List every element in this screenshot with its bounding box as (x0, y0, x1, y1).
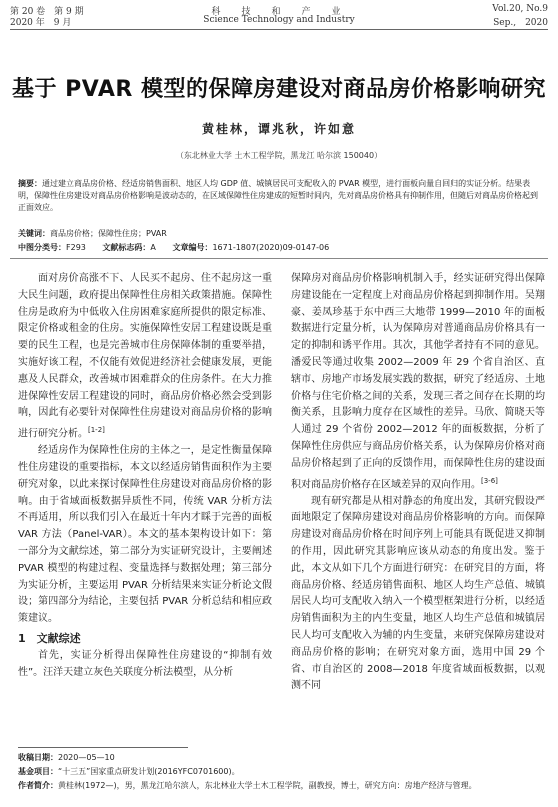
citation: [1-2] (88, 426, 105, 435)
body-paragraph: 经适房作为保障性住房的主体之一，是定性衡量保障性住房建设的重要指标，本文以经适房销售面积作为主要研究对象，以此来探讨保障性住房建设对商品房价格的影响。由于省域面板数据异质性不同，传统 VAR 分析方法不再适用，所以我们引入在最近十年内才睬于完善的面板 VAR 方法（Panel-VAR）。本文的基本架构设计如下：第一部分为文献综述，第二部分为实证研究设计，主要阐述 PVAR 模型的构建过程、变量选择与数据处理；第三部分为实证分析，主要运用 PVAR 分析结果来实证分析论文假设；第四部分为结论，主要包括 PVAR 分析总结和相应政策建议。 (18, 445, 272, 625)
abstract-label: 摘要： (18, 179, 42, 188)
body-paragraph: 首先，实证分析得出保障性住房建设的“抑制有效性”。汪洋天建立灰色关联度分析法模型，从分析 (18, 650, 272, 678)
article-no-value: 1671-1807(2020)09-0147-06 (212, 243, 330, 252)
fund-info: 基金项目：“十三五”国家重点研发计划(2016YFC0701600)。 (18, 767, 240, 776)
journal-name-en: Science Technology and Industry (203, 15, 355, 25)
keywords-label: 关键词： (18, 229, 50, 238)
doc-code-label: 文献标志码： (102, 243, 151, 252)
author-bio: 作者简介：黄桂林(1972—)，男，黑龙江哈尔滨人，东北林业大学土木工程学院，副教授，博士，研究方向：房地产经济与管理。 (18, 781, 477, 790)
journal-name-cn: 科 技 和 产 业 (211, 7, 347, 17)
right-column (291, 271, 545, 741)
abstract (18, 178, 540, 214)
abstract-text: 通过建立商品房价格、经适房销售面积、地区人均 GDP 值、城镇居民可支配收入的 PVAR 模型，进行面板向量自回归的实证分析。结果表明，保障性住房建设对商品房价格影响是波动态的，在区域保障性住房建成的短暂时间内，先对商品房价格具有抑制作用，但随后对商品房价格起到正面效应。 (18, 179, 538, 212)
authors: 黄桂林，谭兆秋，许如意 (201, 122, 356, 136)
body-paragraph: 面对房价高涨不下、人民买不起房、住不起房这一重大民生问题，政府提出保障性住房相关政策措施。保障性住房是政府为中低收入住房困难家庭所提供的限定标准、限定价格或租金的住房。实施保障性安居工程建设既是重要的民生工程，也是完善城市住房保障体制的重要举措，实施好该工程，不仅能有效促进经济社会健康发展，更能惠及人民群众，改善城市困难群众的住房条件。在大力推进保障性安居工程建设的同时，商品房价格必然会受到影响，因此有必要针对保障性住房建设对商品房价格的影响进行研究分析。[1-2] (18, 273, 272, 440)
section-heading: 1 文献综述 (18, 632, 81, 646)
classification-meta (18, 242, 540, 253)
article-title: 基于 PVAR 模型的保障房建设对商品房价格影响研究 (12, 77, 546, 102)
received-date: 收稿日期：2020—05—10 (18, 753, 115, 762)
affiliation: （东北林业大学 土木工程学院，黑龙江 哈尔滨 150040） (175, 151, 383, 160)
left-column (18, 271, 272, 741)
clc-value: F293 (66, 243, 86, 252)
clc-label: 中图分类号： (18, 243, 66, 252)
body-paragraph: 保障房对商品房价格影响机制入手，经实证研究得出保障房建设能在一定程度上对商品房价格起到抑制作用。吴翔豪、姜凤珍基于东中西三大地带 1999—2010 年的面板数据进行定量分析，认为保障房对普通商品房价格具有一定的抑制和诱平作用。其次，其他学者持有不同的意见。潘爱民等通过收集 2002—2009 年 29 个省自治区、直辖市、房地产市场发展实践的数据，研究了经适房、土地价格与住宅价格之间的关系，发现三者之间存在长期的均衡关系，且影响力度存在区域性的差异。马欣、简晓天等人通过 29 个省份 2002—2012 年的面板数据，分析了保障性住房供应与商品房价格关系，认为保障房价格对商品房价格起到了正向的反馈作用，而保障性住房的建设面积对商品房价格存在区域差异的双向作用。[3-6] (291, 273, 545, 490)
doc-code-value: A (150, 243, 156, 252)
running-header (10, 4, 548, 26)
citation: [3-6] (481, 476, 498, 485)
article-no-label: 文章编号： (172, 243, 213, 252)
keywords-text: 商品房价格；保障性住房；PVAR (50, 229, 167, 238)
date-cn: 2020 年 9 月 (10, 18, 72, 28)
date-en: Sep., 2020 (493, 18, 548, 28)
keywords (18, 228, 540, 239)
footnotes (18, 751, 548, 793)
body-paragraph: 现有研究都是从相对静态的角度出发，其研究假设严面地限定了保障房建设对商品房价格影响的方向。而保障房建设对商品房价格在时间序列上可能具有既促进又抑制的作用，因此研究其影响应该从动态的角度出发。鉴于此，本文从如下几个方面进行研究：在研究目的方面，将商品房价格、经适房销售面积、地区人均生产总值、城镇居民人均可支配收入纳入一个模型框架进行分析，以经适房销售面积为主的内生变量，地区人均生产总值和城镇居民人均可支配收入为辅的内生变量，来研究保障房建设对商品房价格的影响；在研究对象方面，选用中国 29 个省、市自治区的 2008—2018 年度省域面板数据，以观测不同 (291, 495, 545, 692)
volume-cn: 第 20 卷 第 9 期 (10, 7, 84, 17)
volume-en: Vol.20, No.9 (492, 4, 548, 14)
section-divider (10, 258, 548, 259)
header-rule (10, 29, 548, 30)
footnote-rule (18, 747, 188, 748)
